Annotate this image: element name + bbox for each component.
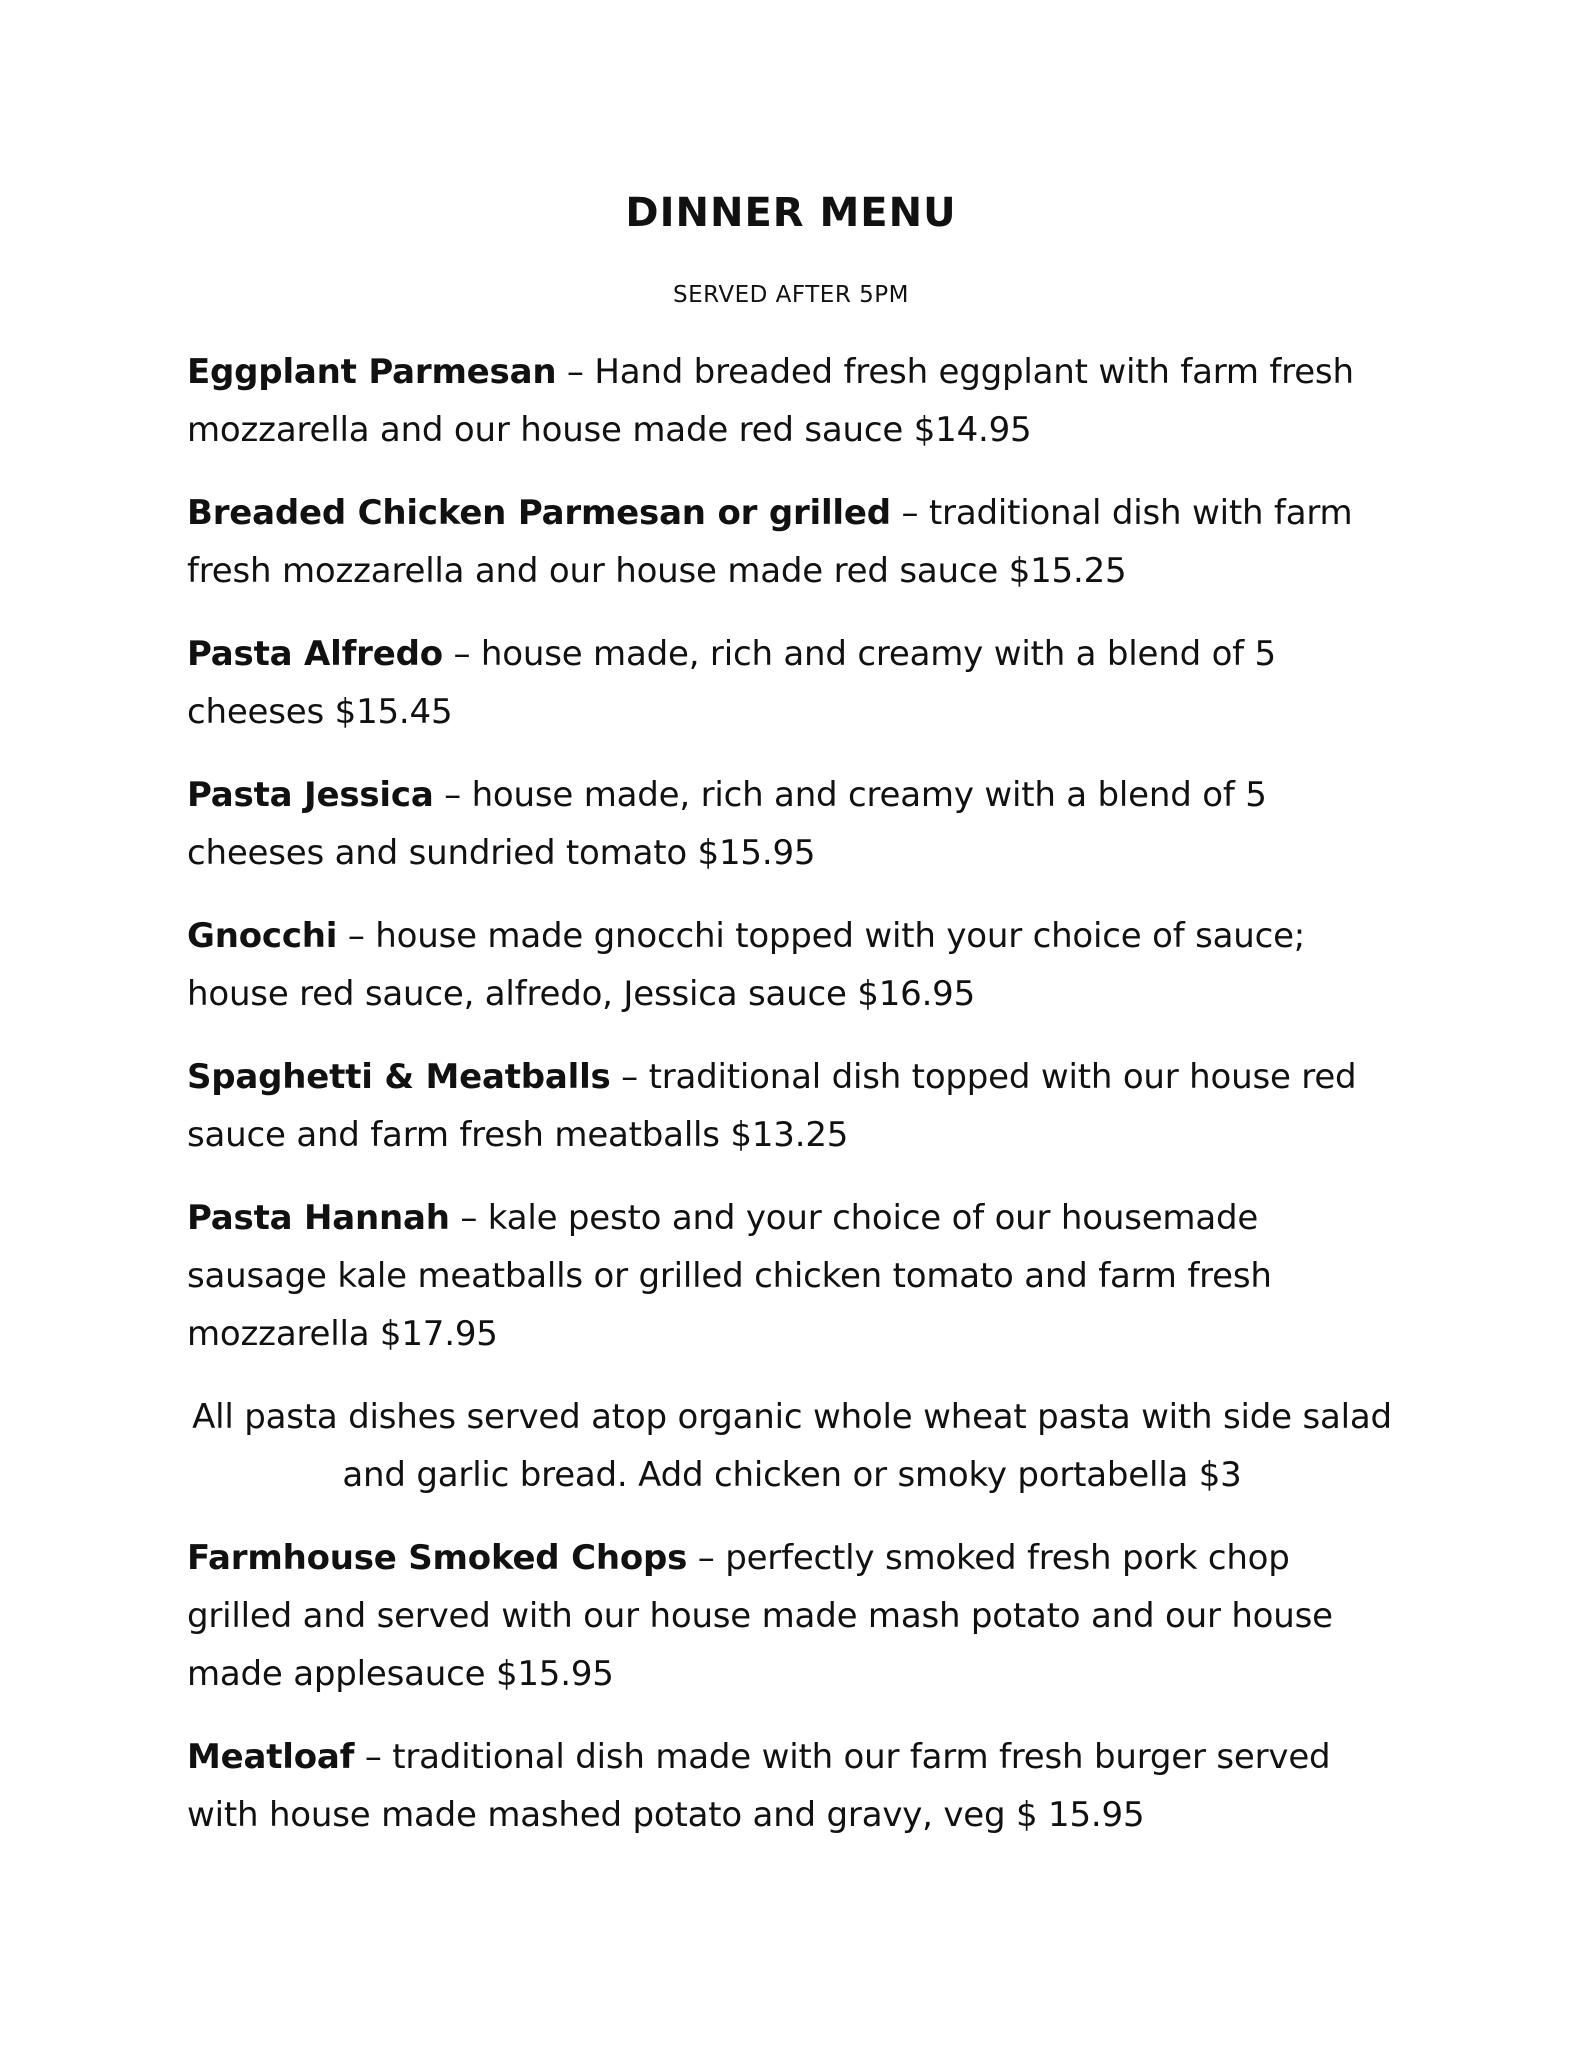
menu-item-spaghetti-meatballs	[187, 1048, 1397, 1164]
menu-item-separator: –	[337, 916, 376, 956]
menu-item-name: Spaghetti & Meatballs	[187, 1057, 611, 1097]
menu-item-description: house made, rich and creamy with a blend of 5 cheeses and sundried tomato $15.95	[187, 775, 1267, 873]
menu-item-separator: –	[687, 1538, 726, 1578]
menu-item-description: traditional dish topped with our house red sauce and farm fresh meatballs $13.25	[187, 1057, 1357, 1155]
menu-item-pasta-hannah	[187, 1189, 1397, 1363]
menu-item-name: Breaded Chicken Parmesan or grilled	[187, 493, 891, 533]
menu-item-description: traditional dish made with our farm fresh burger served with house made mashed potato and gravy, veg $ 15.95	[187, 1737, 1331, 1835]
menu-item-eggplant-parmesan	[187, 343, 1397, 459]
menu-item-pasta-alfredo	[187, 625, 1397, 741]
menu-item-description: perfectly smoked fresh pork chop grilled and served with our house made mash potato and our house made applesauce $15.95	[187, 1538, 1333, 1694]
menu-item-name: Pasta Alfredo	[187, 634, 443, 674]
menu-item-smoked-chops	[187, 1529, 1397, 1703]
menu-item-description: house made gnocchi topped with your choice of sauce; house red sauce, alfredo, Jessica sauce $16.95	[187, 916, 1306, 1014]
menu-item-name: Pasta Hannah	[187, 1198, 450, 1238]
menu-item-name: Farmhouse Smoked Chops	[187, 1538, 688, 1578]
pasta-note: All pasta dishes served atop organic whole wheat pasta with side salad and garlic bread. Add chicken or smoky portabella $3	[192, 1397, 1392, 1495]
menu-item-separator: –	[610, 1057, 649, 1097]
page-subtitle: SERVED AFTER 5PM	[673, 282, 909, 308]
menu-item-chicken-parmesan	[187, 484, 1397, 600]
menu-item-meatloaf	[187, 1728, 1397, 1844]
menu-item-description: Hand breaded fresh eggplant with farm fresh mozzarella and our house made red sauce $14.95	[187, 352, 1354, 450]
menu-item-description: house made, rich and creamy with a blend of 5 cheeses $15.45	[187, 634, 1276, 732]
menu-item-name: Pasta Jessica	[187, 775, 434, 815]
menu-item-separator: –	[354, 1737, 393, 1777]
menu-item-pasta-jessica	[187, 766, 1397, 882]
menu-item-gnocchi	[187, 907, 1397, 1023]
menu-item-name: Eggplant Parmesan	[187, 352, 557, 392]
menu-item-name: Meatloaf	[187, 1737, 355, 1777]
menu-item-separator: –	[442, 634, 481, 674]
menu-item-separator: –	[433, 775, 472, 815]
menu-item-description: traditional dish with farm fresh mozzarella and our house made red sauce $15.25	[187, 493, 1353, 591]
page-title: DINNER MENU	[625, 190, 957, 236]
menu-item-name: Gnocchi	[187, 916, 338, 956]
menu-item-separator: –	[449, 1198, 488, 1238]
menu-list	[187, 343, 1397, 1869]
menu-item-separator: –	[890, 493, 929, 533]
menu-item-separator: –	[556, 352, 595, 392]
menu-item-description: kale pesto and your choice of our housemade sausage kale meatballs or grilled chicken tomato and farm fresh mozzarella $17.95	[187, 1198, 1272, 1354]
